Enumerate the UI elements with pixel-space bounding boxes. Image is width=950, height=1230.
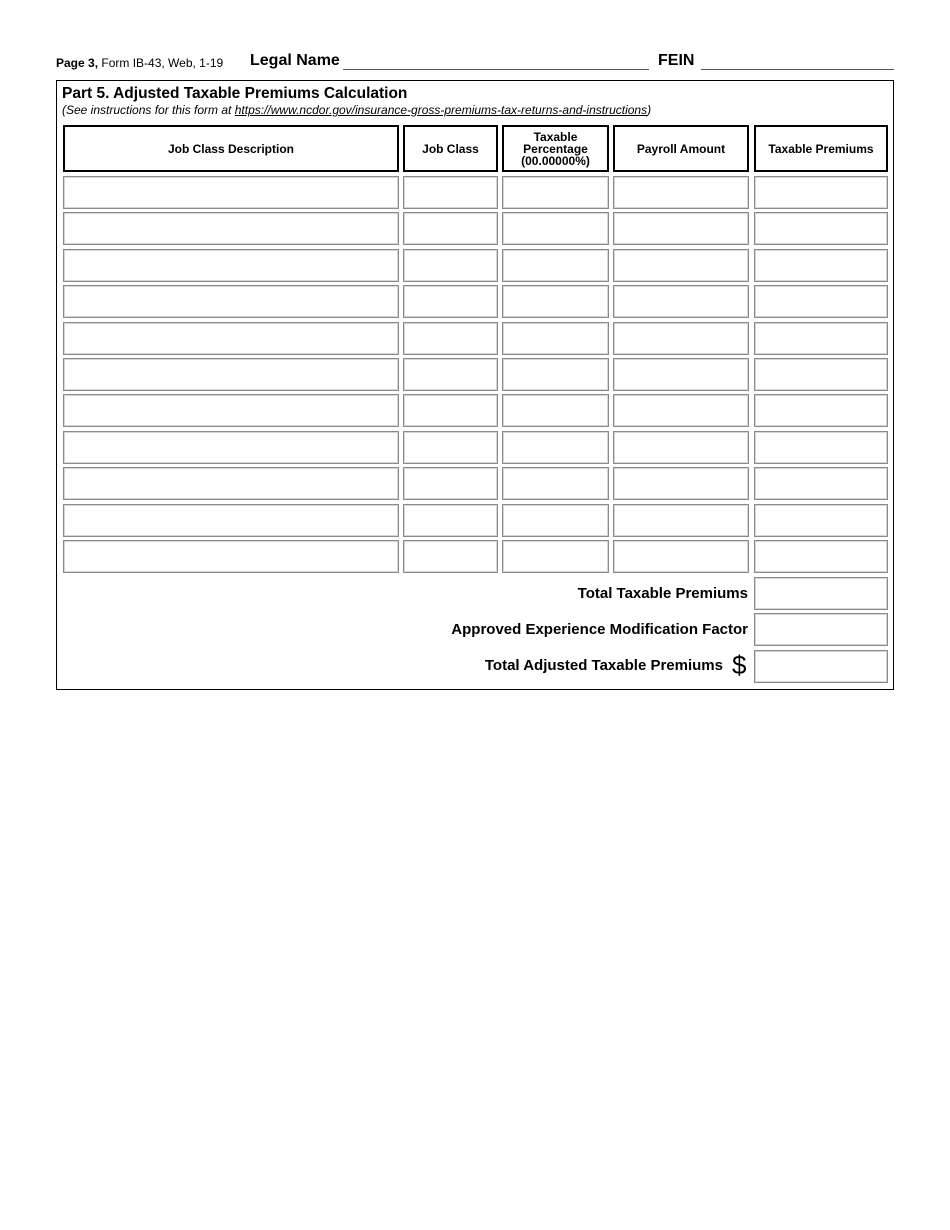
taxable-percentage-input[interactable] [502,540,609,573]
job-class-input[interactable] [403,504,498,537]
payroll-amount-input[interactable] [613,431,749,464]
job-class-description-input[interactable] [63,504,399,537]
total-adjusted-taxable-premiums-label: Total Adjusted Taxable Premiums [484,657,723,674]
instructions-suffix: ) [647,103,652,117]
taxable-premiums-input[interactable] [754,322,888,355]
job-class-description-input[interactable] [63,249,399,282]
col-header-job-class [403,125,498,172]
job-class-input[interactable] [403,322,498,355]
taxable-premiums-input[interactable] [754,358,888,391]
job-class-input[interactable] [403,249,498,282]
col-header-job-class-label: Job Class [422,141,479,156]
instructions-link[interactable]: https://www.ncdor.gov/insurance-gross-premiums-tax-returns-and-instructions [234,103,648,117]
taxable-premiums-input[interactable] [754,504,888,537]
experience-modification-factor-input[interactable] [754,613,888,646]
job-class-description-input[interactable] [63,540,399,573]
taxable-premiums-input[interactable] [754,467,888,500]
part5-title: Part 5. Adjusted Taxable Premiums Calculation [62,85,408,102]
payroll-amount-input[interactable] [613,322,749,355]
col-header-job-class-description [63,125,399,172]
taxable-premiums-input[interactable] [754,176,888,209]
payroll-amount-input[interactable] [613,176,749,209]
col-header-taxable-percentage-line1: Taxable [533,129,578,144]
taxable-premiums-input[interactable] [754,249,888,282]
job-class-input[interactable] [403,467,498,500]
taxable-premiums-input[interactable] [754,212,888,245]
total-taxable-premiums-input[interactable] [754,577,888,610]
taxable-premiums-input[interactable] [754,540,888,573]
job-class-input[interactable] [403,431,498,464]
fein-label: FEIN [658,52,695,69]
taxable-percentage-input[interactable] [502,467,609,500]
legal-name-field[interactable] [343,69,649,70]
payroll-amount-input[interactable] [613,540,749,573]
taxable-percentage-input[interactable] [502,249,609,282]
col-header-taxable-percentage-line2: Percentage [523,141,588,156]
page-header [56,52,894,72]
col-header-payroll-amount-label: Payroll Amount [636,141,726,156]
part5-section [56,80,894,690]
job-class-input[interactable] [403,212,498,245]
job-class-input[interactable] [403,358,498,391]
total-taxable-premiums-label: Total Taxable Premiums [577,585,748,602]
experience-modification-factor-label: Approved Experience Modification Factor [451,621,748,638]
payroll-amount-input[interactable] [613,212,749,245]
page-info [56,56,223,70]
form-id: Form IB-43, Web, 1-19 [98,56,224,70]
col-header-taxable-premiums-label: Taxable Premiums [768,141,874,156]
col-header-taxable-percentage [502,125,609,172]
instructions-prefix: (See instructions for this form at [62,103,235,117]
taxable-percentage-input[interactable] [502,322,609,355]
taxable-premiums-input[interactable] [754,431,888,464]
job-class-input[interactable] [403,285,498,318]
job-class-description-input[interactable] [63,431,399,464]
dollar-sign: $ [732,650,747,680]
taxable-percentage-input[interactable] [502,358,609,391]
taxable-premiums-input[interactable] [754,285,888,318]
taxable-percentage-input[interactable] [502,212,609,245]
payroll-amount-input[interactable] [613,249,749,282]
payroll-amount-input[interactable] [613,467,749,500]
col-header-taxable-percentage-line3: (00.00000%) [521,153,590,168]
legal-name-label: Legal Name [250,52,340,69]
total-adjusted-taxable-premiums-input[interactable] [754,650,888,683]
taxable-percentage-input[interactable] [502,431,609,464]
job-class-description-input[interactable] [63,358,399,391]
job-class-description-input[interactable] [63,322,399,355]
fein-field[interactable] [701,69,894,70]
job-class-input[interactable] [403,176,498,209]
job-class-description-input[interactable] [63,176,399,209]
col-header-taxable-premiums [754,125,888,172]
taxable-percentage-input[interactable] [502,285,609,318]
job-class-description-input[interactable] [63,467,399,500]
page-number: Page 3, [56,56,99,70]
job-class-input[interactable] [403,540,498,573]
col-header-job-class-description-label: Job Class Description [167,141,295,156]
taxable-percentage-input[interactable] [502,176,609,209]
job-class-input[interactable] [403,394,498,427]
col-header-payroll-amount [613,125,749,172]
part5-instructions [62,103,651,117]
payroll-amount-input[interactable] [613,285,749,318]
job-class-description-input[interactable] [63,285,399,318]
job-class-description-input[interactable] [63,212,399,245]
job-class-description-input[interactable] [63,394,399,427]
payroll-amount-input[interactable] [613,358,749,391]
payroll-amount-input[interactable] [613,504,749,537]
taxable-percentage-input[interactable] [502,394,609,427]
taxable-premiums-input[interactable] [754,394,888,427]
payroll-amount-input[interactable] [613,394,749,427]
taxable-percentage-input[interactable] [502,504,609,537]
